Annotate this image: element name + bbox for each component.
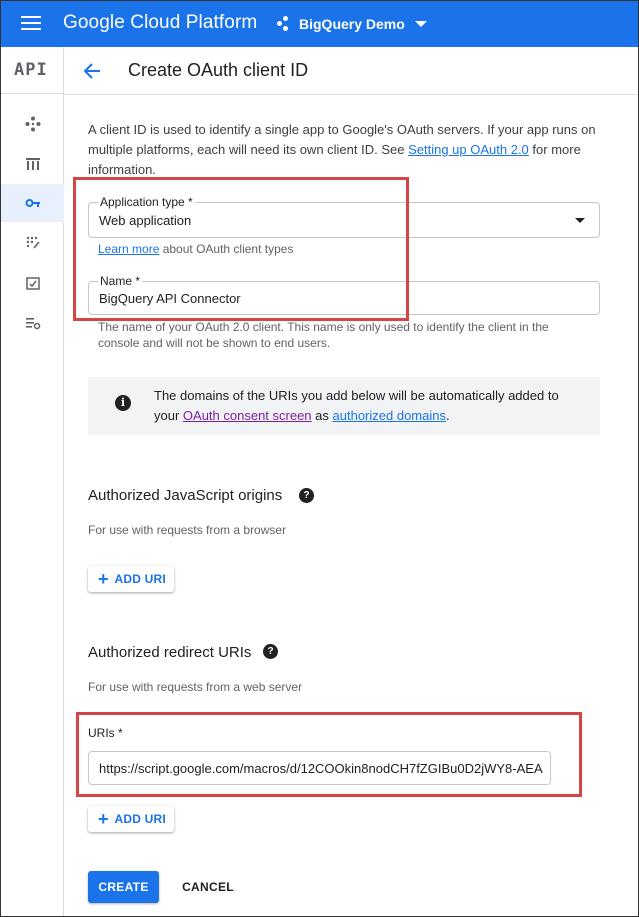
top-app-bar <box>1 1 639 47</box>
redirect-uris-desc: For use with requests from a web server <box>88 680 303 694</box>
highlight-box-redirect-uri <box>76 712 582 797</box>
name-helper-text: The name of your OAuth 2.0 client. This name is only used to identify the client in the console and will not be shown to end users. <box>98 320 549 350</box>
add-js-origin-uri-button[interactable] <box>88 566 174 592</box>
js-origins-help-icon[interactable]: ? <box>299 488 314 503</box>
redirect-uris-help-icon[interactable]: ? <box>263 644 278 659</box>
rail-item-dashboard[interactable] <box>1 105 64 143</box>
rail-divider <box>1 93 64 94</box>
rail-item-consent[interactable] <box>1 224 64 262</box>
js-origins-title: Authorized JavaScript origins <box>88 487 283 504</box>
left-rail <box>1 47 64 917</box>
info-text-before: The domains of the URIs you add below will be automatically added to your <box>154 388 559 423</box>
rail-item-credentials[interactable] <box>1 184 64 222</box>
grid-dots-icon <box>25 235 41 251</box>
info-banner <box>88 377 600 435</box>
page-title: Create OAuth client ID <box>128 60 309 80</box>
uris-label: URIs * <box>88 726 123 740</box>
plus-icon: + <box>98 809 109 829</box>
name-label: Name * <box>100 274 141 288</box>
setting-up-oauth-link[interactable]: Setting up OAuth 2.0 <box>408 142 529 157</box>
highlight-box-app-type-name <box>73 177 409 321</box>
cancel-button[interactable]: CANCEL <box>182 880 234 894</box>
library-icon <box>25 156 41 172</box>
name-value: BigQuery API Connector <box>99 291 241 306</box>
rail-item-domain-verification[interactable] <box>1 264 64 302</box>
create-button[interactable]: CREATE <box>88 871 159 903</box>
info-icon: i <box>115 395 131 411</box>
rail-item-page-usage[interactable] <box>1 304 64 342</box>
redirect-uris-title: Authorized redirect URIs <box>88 644 252 661</box>
diamond-dots-icon <box>25 116 41 132</box>
application-type-label: Application type * <box>100 195 193 209</box>
hamburger-menu-icon[interactable] <box>21 14 41 32</box>
plus-icon: + <box>98 569 109 589</box>
redirect-uri-value: https://script.google.com/macros/d/12COOkin8nodCH7fZGIBu0D2jWY8-AEA <box>99 761 543 776</box>
authorized-domains-link[interactable]: authorized domains <box>332 408 446 423</box>
settings-list-icon <box>25 315 41 331</box>
add-uri-label: ADD URI <box>114 812 166 826</box>
chevron-down-icon <box>415 21 427 27</box>
application-type-value: Web application <box>99 213 192 228</box>
page-header <box>65 47 639 95</box>
info-text <box>154 386 584 426</box>
intro-text-before: A client ID is used to identify a single app to Google's OAuth servers. If your app runs on multiple platforms, each will need its own client ID. See <box>88 122 596 157</box>
info-text-after: . <box>445 408 450 423</box>
rail-item-library[interactable] <box>1 145 64 183</box>
learn-more-link[interactable]: Learn more <box>98 242 160 256</box>
checkbox-icon <box>25 275 41 291</box>
intro-text <box>88 120 598 180</box>
key-icon <box>25 195 41 211</box>
js-origins-desc: For use with requests from a browser <box>88 523 287 537</box>
brand-title[interactable]: Google Cloud Platform <box>63 12 258 33</box>
project-dots-icon <box>277 16 293 32</box>
add-uri-label: ADD URI <box>114 572 166 586</box>
project-name: BigQuery Demo <box>299 16 405 32</box>
oauth-consent-screen-link[interactable]: OAuth consent screen <box>182 408 312 423</box>
back-arrow-icon[interactable] <box>81 60 103 82</box>
info-text-mid: as <box>311 408 333 423</box>
intro-text-after: for more information. <box>88 142 581 177</box>
dropdown-arrow-icon <box>575 218 585 223</box>
project-selector[interactable] <box>277 14 427 34</box>
api-logo: API <box>14 60 48 80</box>
add-redirect-uri-button[interactable] <box>88 806 174 832</box>
learn-more-text: about OAuth client types <box>159 242 294 256</box>
